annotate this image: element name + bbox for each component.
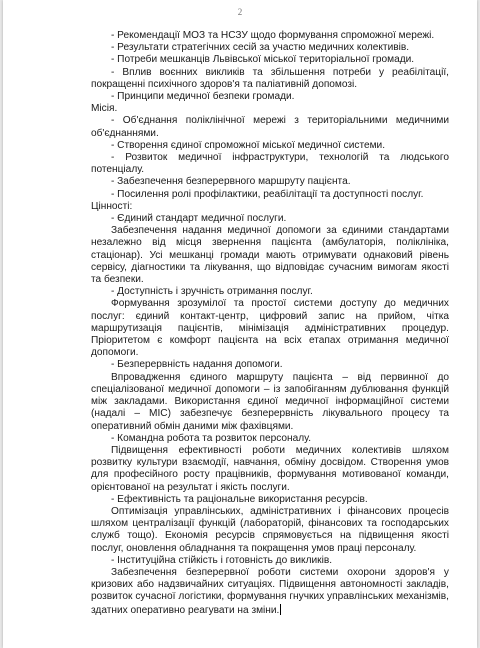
paragraph: - Інституційна стійкість і готовність до викликів.	[111, 554, 333, 566]
section-label-mission: Місія.	[91, 103, 118, 115]
document-page	[3, 0, 477, 648]
paragraph: - Вплив воєнних викликів та збільшення потреби у реабілітації, покращенні психічного здоров'я та паліативній допомозі.	[91, 66, 449, 90]
paragraph: - Результати стратегічних сесій за участю медичних колективів.	[111, 42, 410, 54]
paragraph: Впровадження єдиного маршруту пацієнта – від первинної до спеціалізованої медичної допомоги – із запобіганням дублювання функцій між закладами. Використання єдиної медичної інформаційної системи (надалі – МІС) забезпечує безперервність лікувального процесу та оперативний обмін даними між фахівцями.	[91, 371, 449, 432]
paragraph: - Ефективність та раціональне використання ресурсів.	[111, 493, 368, 505]
paragraph: - Створення єдиної спроможної міської медичної системи.	[111, 139, 386, 151]
text-cursor	[280, 604, 281, 615]
page-number: 2	[237, 7, 243, 17]
paragraph: Забезпечення надання медичної допомоги за єдиними стандартами незалежно від місця звернення пацієнта (амбулаторія, поліклініка, стаціонар). Усі мешканці громади мають отримувати однаковий рівень сервісу, діагностики та лікування, що відповідає сучасним вимогам якості та безпеки.	[91, 225, 449, 286]
paragraph: - Потреби мешканців Львівської міської територіальної громади.	[111, 54, 415, 66]
document-body[interactable]	[91, 30, 449, 617]
paragraph: - Принципи медичної безпеки громади.	[111, 91, 295, 103]
paragraph: - Розвиток медичної інфраструктури, технологій та людського потенціалу.	[91, 152, 449, 176]
paragraph: Забезпечення безперервної роботи системи охорони здоров'я у кризових або надзвичайних ситуаціях. Підвищення автономності закладів, розвиток сучасної логістики, формування гнучких управлінських механізмів, здатних оперативно реагувати на зміни.	[91, 566, 449, 616]
paragraph: - Єдиний стандарт медичної послуги.	[111, 213, 287, 225]
paragraph: - Доступність і зручність отримання послуг.	[111, 286, 313, 298]
paragraph: - Посилення ролі профілактики, реабілітації та доступності послуг.	[111, 188, 424, 200]
paragraph: - Об'єднання поліклінічної мережі з територіальними медичними об'єднаннями.	[91, 115, 449, 139]
paragraph: - Рекомендації МОЗ та НСЗУ щодо формування спроможної мережі.	[111, 30, 435, 41]
paragraph: - Забезпечення безперервного маршруту пацієнта.	[111, 176, 351, 188]
section-label-values: Цінності:	[91, 200, 133, 212]
paragraph: Підвищення ефективності роботи медичних колективів шляхом розвитку культури взаємодії, навчання, обміну досвідом. Створення умов для професійного росту працівників, формування мотивованої команди, орієнтованої на результат і якість послуги.	[91, 444, 449, 493]
paragraph: - Командна робота та розвиток персоналу.	[111, 432, 312, 444]
paragraph: Оптимізація управлінських, адміністративних і фінансових процесів шляхом централізації функцій (лабораторій, фінансових та господарських служб тощо). Економія ресурсів спрямовується на підвищення якості послуг, оновлення обладнання та покращення умов праці персоналу.	[91, 505, 449, 554]
paragraph: Формування зрозумілої та простої системи доступу до медичних послуг: єдиний контакт-центр, цифровий запис на прийом, чітка маршрутизація пацієнтів, мінімізація адміністративних процедур. Пріоритетом є комфорт пацієнта на всіх етапах отримання медичної допомоги.	[91, 298, 449, 359]
paragraph: - Безперервність надання допомоги.	[111, 359, 283, 371]
